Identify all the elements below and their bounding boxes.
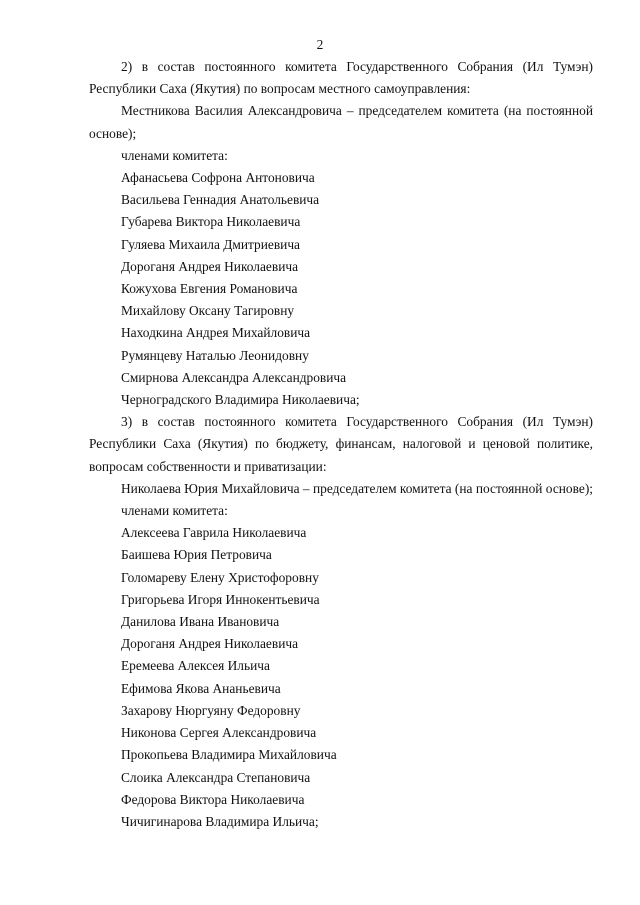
member-name: Афанасьева Софрона Антоновича xyxy=(121,170,315,186)
section-2-members-label: членами комитета: xyxy=(121,147,228,163)
member-name: Алексеева Гаврила Николаевича xyxy=(121,525,307,541)
member-name: Ефимова Якова Ананьевича xyxy=(121,680,281,696)
member-name: Федорова Виктора Николаевича xyxy=(121,791,305,807)
member-name: Григорьева Игоря Иннокентьевича xyxy=(121,591,320,607)
section-3-intro: 3) в состав постоянного комитета Государственного Собрания (Ил Тумэн) Республики Саха (Якутия) по бюджету, финансам, налоговой и ценовой политике, вопросам собственности и приватизации: xyxy=(89,414,593,474)
member-name: Слоика Александра Степановича xyxy=(121,769,311,785)
member-name: Кожухова Евгения Романовича xyxy=(121,281,298,297)
member-name: Никонова Сергея Александровича xyxy=(121,725,317,741)
section-2-members-list xyxy=(89,167,593,411)
member-name: Еремеева Алексея Ильича xyxy=(121,658,270,674)
member-name: Находкина Андрея Михайловича xyxy=(121,325,311,341)
member-name: Смирнова Александра Александровича xyxy=(121,369,347,385)
section-2-chair: Местникова Василия Александровича – председателем комитета (на постоянной основе); xyxy=(89,103,593,141)
section-3-members-list xyxy=(89,522,593,833)
member-name: Захарову Нюргуяну Федоровну xyxy=(121,702,301,718)
member-name: Васильева Геннадия Анатольевича xyxy=(121,192,320,208)
member-name: Прокопьева Владимира Михайловича xyxy=(121,747,337,763)
member-name: Михайлову Оксану Тагировну xyxy=(121,303,295,319)
section-3-chair: Николаева Юрия Михайловича – председателем комитета (на постоянной основе); xyxy=(121,480,593,496)
member-name: Дороганя Андрея Николаевича xyxy=(121,258,299,274)
member-name: Голомареву Елену Христофоровну xyxy=(121,569,319,585)
document-body xyxy=(89,56,593,833)
page-number: 2 xyxy=(316,37,324,52)
section-3-members-label: членами комитета: xyxy=(121,503,228,519)
member-name: Дороганя Андрея Николаевича xyxy=(121,636,299,652)
member-name: Баишева Юрия Петровича xyxy=(121,547,272,563)
member-name: Черноградского Владимира Николаевича; xyxy=(121,392,360,408)
member-name: Чичигинарова Владимира Ильича; xyxy=(121,813,319,829)
member-name: Румянцеву Наталью Леонидовну xyxy=(121,347,309,363)
member-name: Гуляева Михаила Дмитриевича xyxy=(121,236,300,252)
member-name: Данилова Ивана Ивановича xyxy=(121,614,280,630)
section-2-intro: 2) в состав постоянного комитета Государственного Собрания (Ил Тумэн) Республики Саха (Якутия) по вопросам местного самоуправления: xyxy=(89,59,593,97)
member-name: Губарева Виктора Николаевича xyxy=(121,214,301,230)
